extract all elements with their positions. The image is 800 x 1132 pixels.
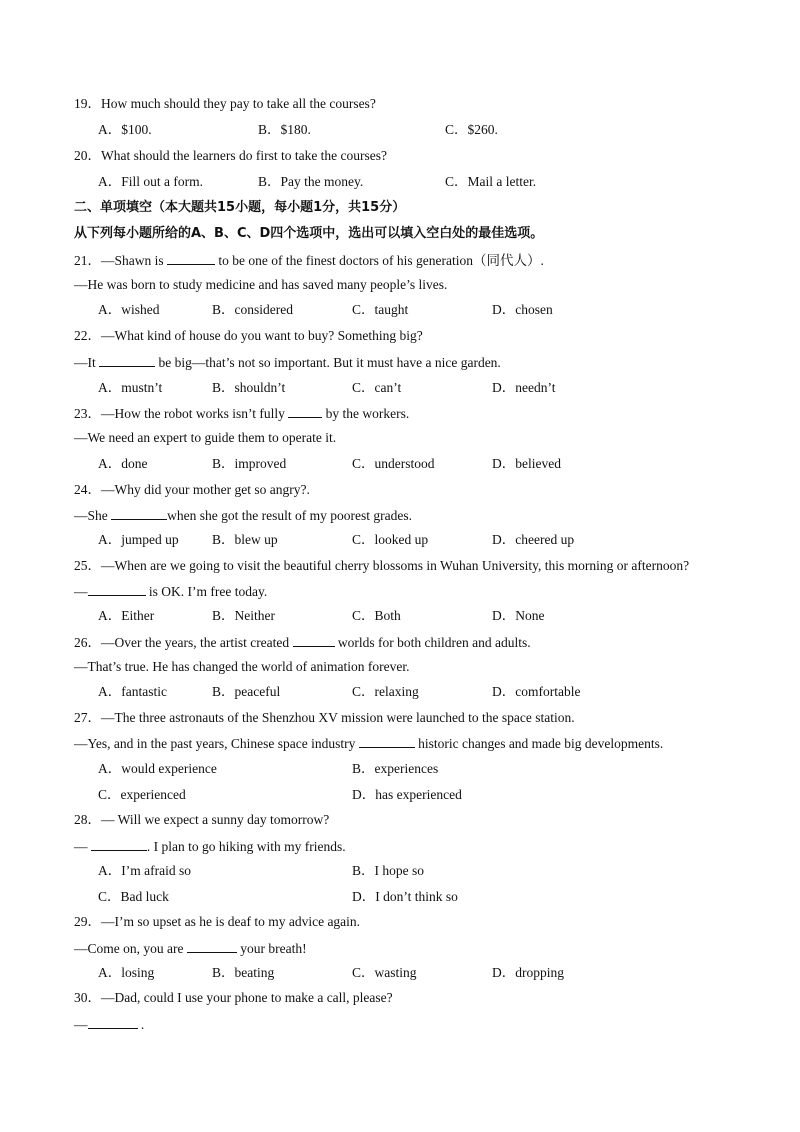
question-22-stem: 22．—What kind of house do you want to buy? Something big? [74,328,423,343]
question-20-stem: 20．What should the learners do first to take the courses? [74,148,388,163]
q23-option-c: C．understood [352,456,435,471]
q19-option-b: B．$180. [258,122,311,137]
question-26-reply: —That’s true. He has changed the world of animation forever. [74,659,410,674]
q28-option-d: D．I don’t think so [352,889,458,904]
q26-text-pre: 26．—Over the years, the artist created [74,635,293,650]
q20-option-b: B．Pay the money. [258,174,364,189]
q21-option-d: D．chosen [492,302,553,317]
q26-option-d: D．comfortable [492,684,581,699]
q30-text-post: . [137,1017,145,1032]
q21-option-b: B．considered [212,302,293,317]
q29-option-b: B．beating [212,965,275,980]
q30-text-pre: — [74,1017,88,1032]
answer-blank [99,354,155,367]
question-26-stem [74,634,531,651]
question-23-reply: —We need an expert to guide them to operate it. [74,430,337,445]
q27-option-b: B．experiences [352,761,439,776]
q26-option-a: A．fantastic [98,684,167,699]
q21-option-a: A．wished [98,302,160,317]
q22-option-a: A．mustn’t [98,380,163,395]
q29-option-c: C．wasting [352,965,417,980]
question-25-stem: 25．—When are we going to visit the beautiful cherry blossoms in Wuhan University, this morning or afternoon? [74,558,690,573]
answer-blank [293,634,335,647]
question-24-reply [74,507,412,524]
q27-text-post: historic changes and made big developments. [414,736,664,751]
question-28-stem: 28．— Will we expect a sunny day tomorrow? [74,812,330,827]
question-22-reply [74,354,501,371]
q23-option-d: D．believed [492,456,561,471]
q23-text-post: by the workers. [322,406,410,421]
q21-text-pre: 21．—Shawn is [74,253,168,268]
question-30-reply [74,1016,144,1033]
q26-text-post: worlds for both children and adults. [334,635,531,650]
q29-text-pre: —Come on, you are [74,941,187,956]
answer-blank [187,940,237,953]
question-28-reply [74,838,346,855]
q24-option-a: A．jumped up [98,532,179,547]
question-27-stem: 27．—The three astronauts of the Shenzhou XV mission were launched to the space station. [74,710,575,725]
question-29-reply [74,940,307,957]
section-2-title: 二、单项填空（本大题共15小题，每小题1分，共15分） [74,200,406,215]
q26-option-b: B．peaceful [212,684,281,699]
q24-text-pre: —She [74,508,112,523]
question-24-stem: 24．—Why did your mother get so angry?. [74,482,310,497]
question-27-reply [74,735,663,752]
question-21-reply: —He was born to study medicine and has saved many people’s lives. [74,277,448,292]
q27-text-pre: —Yes, and in the past years, Chinese space industry [74,736,359,751]
q23-option-a: A．done [98,456,148,471]
q20-option-c: C．Mail a letter. [445,174,537,189]
answer-blank [88,583,146,596]
answer-blank [167,252,215,265]
q19-option-c: C．$260. [445,122,498,137]
q26-option-c: C．relaxing [352,684,419,699]
q25-option-a: A．Either [98,608,155,623]
q19-option-a: A．$100. [98,122,152,137]
answer-blank [359,735,415,748]
q20-option-a: A．Fill out a form. [98,174,203,189]
answer-blank [88,1016,138,1029]
q23-option-b: B．improved [212,456,287,471]
question-19-stem: 19．How much should they pay to take all the courses? [74,96,376,111]
q29-option-a: A．losing [98,965,155,980]
q28-option-c: C．Bad luck [98,889,169,904]
question-21-stem [74,252,544,269]
q28-option-a: A．I’m afraid so [98,863,191,878]
q29-option-d: D．dropping [492,965,564,980]
q29-text-post: your breath! [236,941,307,956]
q24-text-post: when she got the result of my poorest grades. [167,508,412,523]
answer-blank [91,838,147,851]
q25-text-post: is OK. I’m free today. [145,584,268,599]
q23-text-pre: 23．—How the robot works isn’t fully [74,406,289,421]
q27-option-a: A．would experience [98,761,217,776]
q25-option-b: B．Neither [212,608,275,623]
q28-text-post: . I plan to go hiking with my friends. [146,839,346,854]
q28-text-pre: — [74,839,91,854]
q25-option-c: C．Both [352,608,401,623]
q27-option-d: D．has experienced [352,787,462,802]
q27-option-c: C．experienced [98,787,186,802]
question-25-reply [74,583,267,600]
q22-text-pre: —It [74,355,100,370]
q21-text-post: to be one of the finest doctors of his generation（同代人）. [215,253,544,268]
question-29-stem: 29．—I’m so upset as he is deaf to my advice again. [74,914,361,929]
answer-blank [288,405,322,418]
q21-option-c: C．taught [352,302,409,317]
q25-option-d: D．None [492,608,545,623]
question-23-stem [74,405,409,422]
q22-option-d: D．needn’t [492,380,556,395]
q28-option-b: B．I hope so [352,863,424,878]
q25-text-pre: — [74,584,88,599]
q22-text-post: be big—that’s not so important. But it must have a nice garden. [155,355,501,370]
q24-option-b: B．blew up [212,532,278,547]
question-30-stem: 30．—Dad, could I use your phone to make a call, please? [74,990,393,1005]
answer-blank [111,507,167,520]
q22-option-b: B．shouldn’t [212,380,286,395]
section-2-instruction: 从下列每小题所给的A、B、C、D四个选项中，选出可以填入空白处的最佳选项。 [74,226,544,241]
q24-option-d: D．cheered up [492,532,575,547]
q24-option-c: C．looked up [352,532,429,547]
q22-option-c: C．can’t [352,380,402,395]
